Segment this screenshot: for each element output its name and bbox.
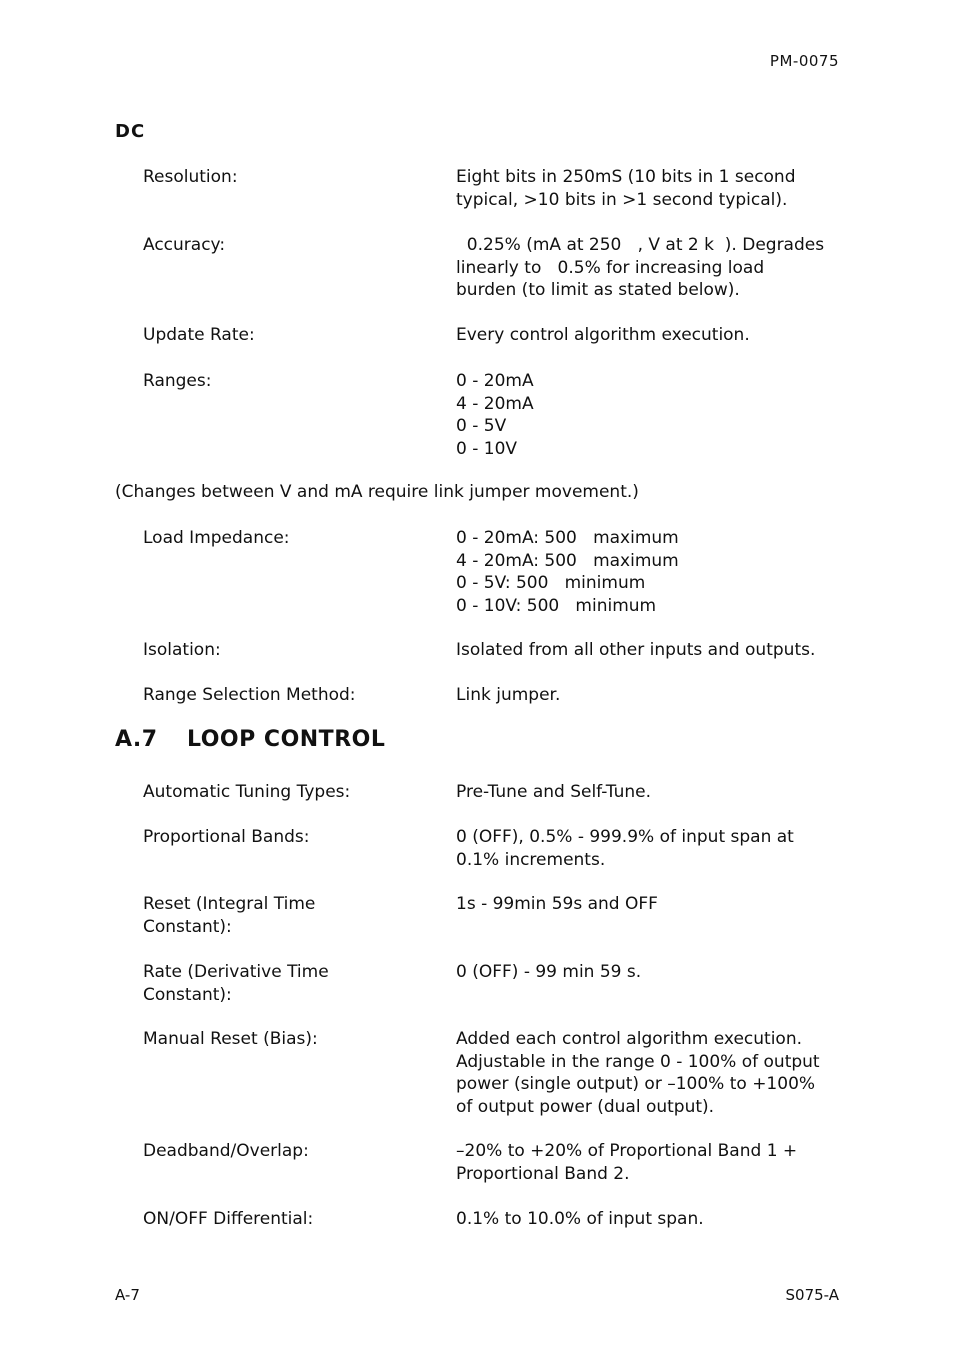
spec-value-line: typical, >10 bits in >1 second typical).	[456, 189, 788, 210]
spec-value-line: 0 - 20mA: 500 maximum	[456, 528, 679, 548]
spec-label	[143, 527, 443, 550]
spec-value-line: power (single output) or –100% to +100%	[456, 1074, 816, 1094]
document-id: PM-0075	[769, 52, 839, 70]
spec-label	[143, 1140, 443, 1163]
spec-value-line: Link jumper.	[456, 685, 561, 705]
spec-value-line: 0 - 20mA	[456, 371, 534, 391]
jumper-note: (Changes between V and mA require link jumper movement.)	[115, 482, 639, 502]
spec-value	[456, 1140, 846, 1185]
spec-label	[143, 324, 443, 347]
spec-value-line: Pre-Tune and Self-Tune.	[456, 782, 652, 802]
spec-label	[143, 1208, 443, 1231]
spec-value	[456, 684, 846, 707]
spec-label-line: Manual Reset (Bias):	[143, 1029, 318, 1049]
spec-value-line: Eight bits in 250mS (10 bits in 1 second	[456, 167, 796, 187]
spec-value	[456, 166, 846, 211]
spec-label	[143, 234, 443, 257]
spec-value-line: 0.1% increments.	[456, 849, 606, 870]
spec-value-line: 0 - 10V: 500 minimum	[456, 595, 657, 616]
page-number: A-7	[115, 1286, 140, 1304]
spec-label-line: Ranges:	[143, 371, 212, 391]
spec-value-line: –20% to +20% of Proportional Band 1 +	[456, 1141, 798, 1161]
spec-value-line: 1s - 99min 59s and OFF	[456, 894, 658, 914]
revision-code: S075-A	[785, 1286, 839, 1304]
spec-label-line: Deadband/Overlap:	[143, 1141, 309, 1161]
spec-value	[456, 527, 846, 617]
spec-value	[456, 893, 846, 916]
spec-label	[143, 1028, 443, 1051]
spec-value-line: Adjustable in the range 0 - 100% of output	[456, 1051, 820, 1072]
spec-value-line: 0 - 5V	[456, 416, 507, 436]
spec-value	[456, 1028, 846, 1118]
section-heading-loop-control	[115, 727, 385, 752]
spec-label-line: Rate (Derivative Time	[143, 962, 329, 982]
spec-value	[456, 961, 846, 984]
spec-label-line: Isolation:	[143, 640, 221, 660]
spec-value	[456, 639, 846, 662]
spec-value-line: Proportional Band 2.	[456, 1163, 630, 1184]
spec-value-line: of output power (dual output).	[456, 1096, 715, 1117]
spec-label	[143, 781, 443, 804]
spec-label-line: Load Impedance:	[143, 528, 290, 548]
spec-label	[143, 961, 443, 1006]
spec-label-line: Range Selection Method:	[143, 685, 356, 705]
spec-label-line: Accuracy:	[143, 235, 226, 255]
spec-value	[456, 370, 846, 460]
spec-label-line: Constant):	[143, 984, 232, 1005]
spec-label	[143, 826, 443, 849]
spec-label-line: Resolution:	[143, 167, 238, 187]
spec-label-line: ON/OFF Differential:	[143, 1209, 314, 1229]
spec-label	[143, 684, 443, 707]
spec-value	[456, 1208, 846, 1231]
spec-value-line: 0 - 5V: 500 minimum	[456, 573, 646, 593]
spec-value-line: 0.1% to 10.0% of input span.	[456, 1209, 704, 1229]
spec-value	[456, 781, 846, 804]
spec-value-line: 4 - 20mA: 500 maximum	[456, 550, 679, 571]
spec-label	[143, 370, 443, 393]
spec-value	[456, 324, 846, 347]
spec-label-line: Automatic Tuning Types:	[143, 782, 351, 802]
spec-value-line: Added each control algorithm execution.	[456, 1029, 802, 1049]
spec-value-line: burden (to limit as stated below).	[456, 280, 740, 300]
spec-value-line: Every control algorithm execution.	[456, 325, 750, 345]
spec-label	[143, 166, 443, 189]
spec-value-line: 0 (OFF) - 99 min 59 s.	[456, 962, 642, 982]
spec-label-line: Reset (Integral Time	[143, 894, 316, 914]
spec-value-line: linearly to 0.5% for increasing load	[456, 257, 765, 278]
spec-value-line: Isolated from all other inputs and outputs.	[456, 640, 816, 660]
spec-value-line: 0 - 10V	[456, 438, 518, 459]
spec-label	[143, 893, 443, 938]
section-number: A.7	[115, 727, 158, 752]
spec-value-line: 0.25% (mA at 250 , V at 2 k ). Degrades	[456, 235, 825, 255]
section-title: LOOP CONTROL	[187, 727, 386, 752]
spec-label-line: Proportional Bands:	[143, 827, 310, 847]
spec-label-line: Update Rate:	[143, 325, 255, 345]
section-heading-dc: DC	[115, 121, 146, 142]
spec-value-line: 4 - 20mA	[456, 393, 534, 414]
spec-value-line: 0 (OFF), 0.5% - 999.9% of input span at	[456, 827, 794, 847]
spec-label-line: Constant):	[143, 916, 232, 937]
spec-value	[456, 234, 846, 302]
spec-value	[456, 826, 846, 871]
spec-label	[143, 639, 443, 662]
